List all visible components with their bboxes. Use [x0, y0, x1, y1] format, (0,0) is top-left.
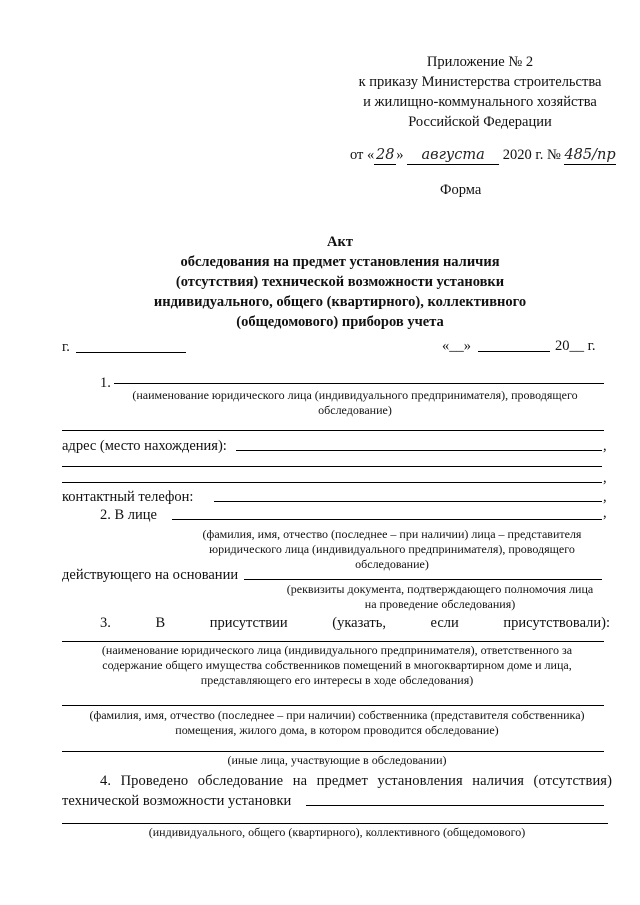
phone-field[interactable] [214, 501, 602, 502]
doc-title-line-3: (отсутствия) технической возможности установки [175, 274, 505, 290]
form-label: Форма [440, 182, 482, 198]
annex-number: Приложение № 2 [426, 54, 534, 70]
order-day: 28 [376, 147, 395, 163]
section-3-word-2: В [155, 615, 166, 631]
meter-type-caption: (индивидуального, общего (квартирного), коллективного (общедомового) [148, 825, 526, 839]
city-field[interactable] [76, 352, 186, 353]
meter-type-field-2[interactable] [62, 823, 608, 824]
address-field-3[interactable] [62, 482, 602, 483]
org-name-caption: (наименование юридического лица (индивидуального предпринимателя), проводящего [132, 388, 578, 402]
section-3-word-1: 3. [100, 615, 111, 631]
other-persons-caption: (иные лица, участвующие в обследовании) [227, 753, 447, 767]
order-month: августа [407, 146, 499, 165]
managing-org-field[interactable] [62, 641, 604, 642]
section-3-word-3: присутствии [209, 615, 288, 631]
owner-caption-2: помещения, жилого дома, в котором проводится обследование) [175, 723, 499, 737]
address-comma-2: , [603, 470, 607, 486]
representative-caption: (фамилия, имя, отчество (последнее – при наличии) лица – представителя [202, 527, 582, 541]
representative-caption-2: юридического лица (индивидуального предпринимателя), проводящего [209, 542, 575, 556]
org-name-field[interactable] [114, 383, 604, 384]
basis-label: действующего на основании [62, 567, 239, 583]
section-1-number: 1. [100, 375, 111, 391]
date-year-field: 20__ г. [555, 338, 596, 354]
other-persons-field[interactable] [62, 751, 604, 752]
basis-caption-2: на проведение обследования) [364, 597, 516, 611]
org-name-caption-2: обследование) [318, 403, 392, 417]
annex-line-3: Российской Федерации [408, 114, 552, 130]
representative-caption-3: обследование) [355, 557, 429, 571]
section-3-word-4: (указать, [332, 615, 386, 631]
phone-comma: , [603, 489, 607, 505]
phone-label: контактный телефон: [62, 489, 194, 505]
date-day-field: «__» [442, 338, 471, 354]
doc-title-line-2: обследования на предмет установления наличия [180, 254, 500, 270]
section-3-heading [100, 614, 610, 632]
order-date-row [350, 146, 616, 165]
managing-org-caption-3: представляющего его интересы в ходе обследования) [200, 673, 474, 687]
section-3-word-6: присутствовали): [503, 615, 610, 631]
address-label: адрес (место нахождения): [62, 438, 227, 454]
address-comma: , [603, 438, 607, 454]
representative-field[interactable] [172, 519, 602, 520]
section-4-line-1: 4. Проведено обследование на предмет установления наличия (отсутствия) [100, 773, 612, 789]
city-label: г. [62, 339, 70, 355]
doc-title-line-4: индивидуального, общего (квартирного), коллективного [153, 294, 527, 310]
basis-field[interactable] [244, 579, 602, 580]
address-field[interactable] [236, 450, 602, 451]
section-3-word-5: если [430, 615, 459, 631]
managing-org-caption: (наименование юридического лица (индивидуального предпринимателя), ответственного за [101, 643, 573, 657]
section-4-line-2: технической возможности установки [62, 793, 292, 809]
doc-title: Акт [327, 234, 353, 250]
annex-line-2: и жилищно-коммунального хозяйства [363, 94, 597, 110]
org-name-field-2[interactable] [62, 430, 604, 431]
order-year: 2020 г. № [502, 147, 561, 163]
basis-caption: (реквизиты документа, подтверждающего полномочия лица [286, 582, 594, 596]
date-month-field[interactable] [478, 351, 550, 352]
date-prefix: от « [350, 147, 375, 163]
owner-caption: (фамилия, имя, отчество (последнее – при наличии) собственника (представителя собственника) [89, 708, 585, 722]
date-mid: » [396, 147, 404, 163]
representative-comma: , [603, 505, 607, 521]
annex-line-1: к приказу Министерства строительства [358, 74, 602, 90]
managing-org-caption-2: содержание общего имущества собственников помещений в многоквартирном доме и лица, [102, 658, 572, 672]
section-2-label: 2. В лице [100, 507, 157, 523]
order-number: 485/пр [564, 147, 616, 163]
doc-title-line-5: (общедомового) приборов учета [236, 314, 444, 330]
meter-type-field[interactable] [306, 805, 604, 806]
owner-field[interactable] [62, 705, 604, 706]
address-field-2[interactable] [62, 466, 602, 467]
